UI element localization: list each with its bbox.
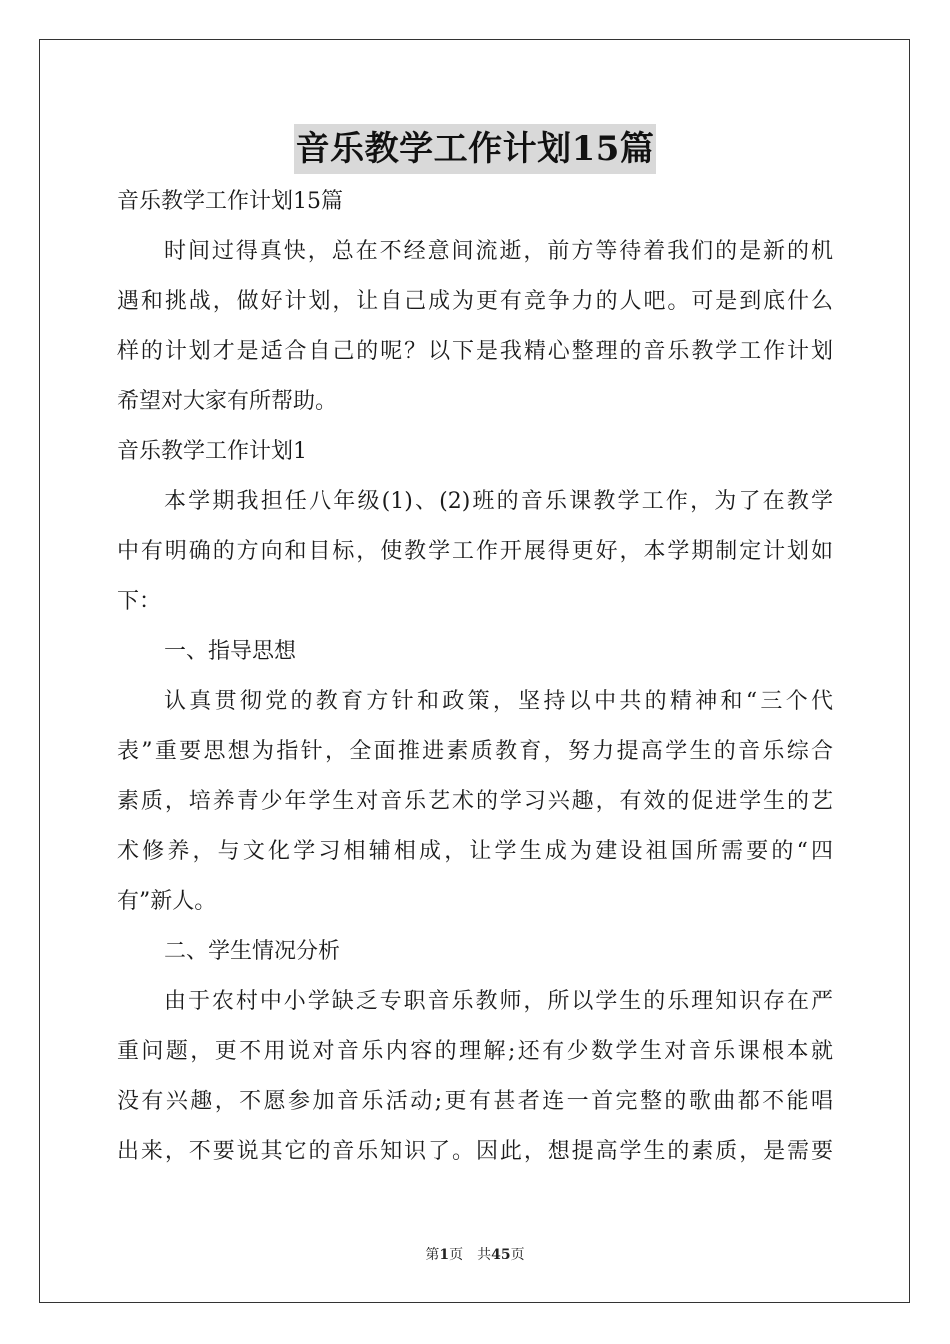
footer-prefix: 第 [425, 1247, 440, 1263]
text-line: 表”重要思想为指针，全面推进素质教育，努力提高学生的音乐综合 [117, 739, 833, 764]
text-line: 本学期我担任八年级(1)、(2)班的音乐课教学工作，为了在教学 [164, 489, 833, 514]
text-line: 时间过得真快，总在不经意间流逝，前方等待着我们的是新的机 [164, 239, 833, 264]
text-line: 遇和挑战，做好计划，让自己成为更有竞争力的人吧。可是到底什么 [117, 289, 833, 314]
page-footer [0, 1245, 950, 1265]
footer-suffix: 页 [510, 1247, 525, 1263]
text-line: 术修养，与文化学习相辅相成，让学生成为建设祖国所需要的“四 [117, 839, 833, 864]
text-line: 一、指导思想 [164, 639, 297, 664]
text-line: 下： [117, 589, 162, 614]
text-line: 音乐教学工作计划1 [117, 439, 307, 464]
text-line: 样的计划才是适合自己的呢？以下是我精心整理的音乐教学工作计划 [117, 339, 833, 364]
text-line: 音乐教学工作计划15篇 [117, 189, 343, 214]
text-line: 素质，培养青少年学生对音乐艺术的学习兴趣，有效的促进学生的艺 [117, 789, 833, 814]
document-body [117, 177, 833, 1177]
text-line: 有”新人。 [117, 889, 217, 914]
document-title: 音乐教学工作计划15篇 [294, 124, 657, 174]
text-line: 中有明确的方向和目标，使教学工作开展得更好，本学期制定计划如 [117, 539, 833, 564]
footer-total-pages: 45 [491, 1247, 511, 1263]
footer-page-number: 1 [439, 1247, 450, 1263]
text-line: 重问题，更不用说对音乐内容的理解;还有少数学生对音乐课根本就 [117, 1039, 833, 1064]
text-line: 由于农村中小学缺乏专职音乐教师，所以学生的乐理知识存在严 [164, 989, 833, 1014]
title-area [0, 124, 950, 174]
text-line: 二、学生情况分析 [164, 939, 341, 964]
text-line: 没有兴趣，不愿参加音乐活动;更有甚者连一首完整的歌曲都不能唱 [117, 1089, 833, 1114]
footer-mid: 页 共 [449, 1247, 492, 1263]
text-line: 希望对大家有所帮助。 [117, 389, 338, 414]
text-line: 出来，不要说其它的音乐知识了。因此，想提高学生的素质，是需要 [117, 1139, 833, 1164]
text-line: 认真贯彻党的教育方针和政策，坚持以中共的精神和“三个代 [164, 689, 833, 714]
